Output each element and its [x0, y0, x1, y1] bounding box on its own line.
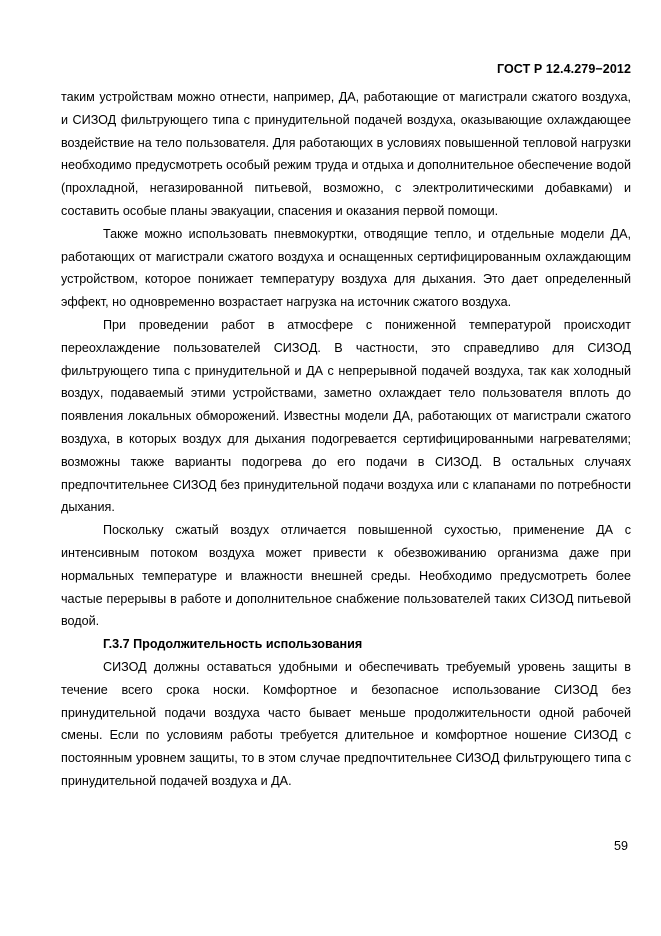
paragraph: Поскольку сжатый воздух отличается повышенной сухостью, применение ДА с интенсивным потоком воздуха может привести к обезвоживанию организма даже при нормальных температуре и влажности внешней среды. Необходимо предусмотреть более частые перерывы в работе и дополнительное снабжение пользователей таких СИЗОД питьевой водой. — [61, 523, 631, 629]
paragraph: При проведении работ в атмосфере с пониженной температурой происходит переохлаждение пользователей СИЗОД. В частности, это справедливо для СИЗОД фильтрующего типа с принудительной и ДА с непрерывной подачей воздуха, так как холодный воздух, подаваемый этими устройствами, заметно охлаждает тело пользователя вплоть до появления локальных обморожений. Известны модели ДА, работающих от магистрали сжатого воздуха, в которых воздух для дыхания подогревается сертифицированными нагревателями; возможны также варианты подогрева до его подачи в СИЗОД. В остальных случаях предпочтительнее СИЗОД без принудительной подачи воздуха или с клапанами по потребности дыхания. — [61, 317, 631, 515]
page-number: 59 — [613, 839, 628, 853]
section-heading: Г.3.7 Продолжительность использования — [103, 637, 363, 652]
paragraph-continuation: таким устройствам можно отнести, например, ДА, работающие от магистрали сжатого воздуха, и СИЗОД фильтрующего типа с принудительной подачей воздуха, оказывающие охлаждающее воздействие на тело пользователя. Для работающих в условиях повышенной тепловой нагрузки необходимо предусмотреть особый режим труда и отдыха и дополнительное обеспечение водой (прохладной, негазированной питьевой, возможно, с электролитическими добавками) и составить особые планы эвакуации, спасения и оказания первой помощи. — [61, 90, 631, 218]
paragraph: СИЗОД должны оставаться удобными и обеспечивать требуемый уровень защиты в течение всего срока носки. Комфортное и безопасное использование СИЗОД без принудительной подачи воздуха часто бывает меньше продолжительности одной рабочей смены. Если по условиям работы требуется длительное и комфортное ношение СИЗОД с постоянным уровнем защиты, то в этом случае предпочтительнее СИЗОД фильтрующего типа с принудительной подачей воздуха и ДА. — [61, 659, 631, 788]
paragraph: Также можно использовать пневмокуртки, отводящие тепло, и отдельные модели ДА, работающих от магистрали сжатого воздуха и оснащенных сертифицированным охлаждающим устройством, которое понижает температуру воздуха для дыхания. Это дает определенный эффект, но одновременно возрастает нагрузка на источник сжатого воздуха. — [61, 226, 631, 310]
document-body — [61, 86, 631, 793]
document-header: ГОСТ Р 12.4.279−2012 — [496, 62, 631, 76]
